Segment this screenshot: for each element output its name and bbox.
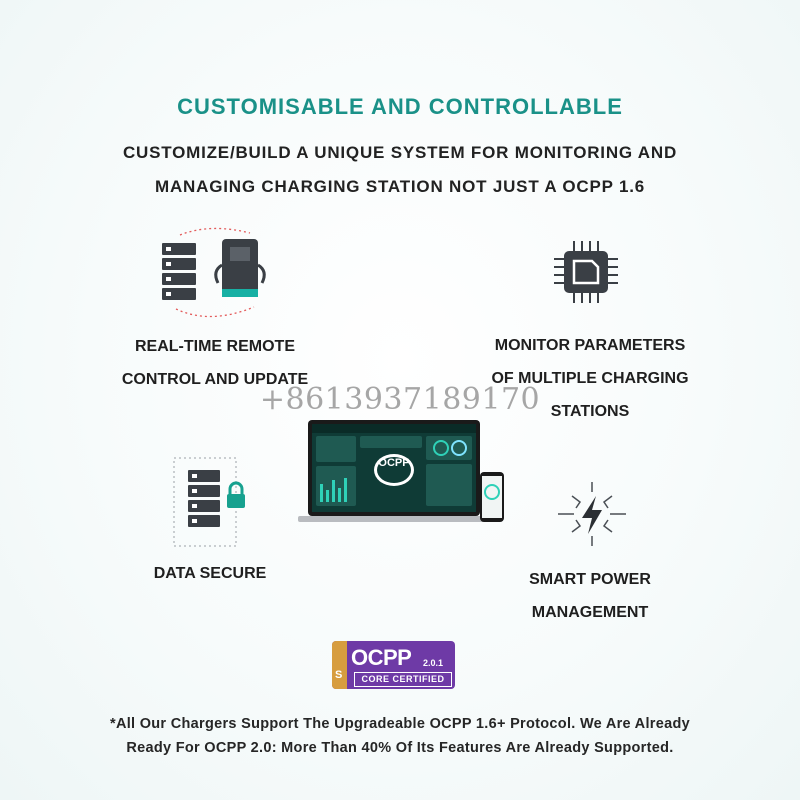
- footnote-line-2: Ready For OCPP 2.0: More Than 40% Of Its Features Are Already Supported.: [126, 740, 674, 756]
- badge-ocpp-logo: OCPP: [351, 645, 412, 670]
- laptop-dashboard-image: [296, 418, 514, 526]
- feature-power-line-1: SMART POWER: [529, 571, 651, 588]
- feature-remote-line-2: CONTROL AND UPDATE: [121, 371, 309, 388]
- feature-monitor-line-3: STATIONS: [550, 403, 630, 420]
- laptop-ocpp-logo: OCPP: [378, 457, 410, 469]
- chip-icon: [552, 237, 622, 307]
- badge-letter: S: [335, 669, 343, 681]
- server-charger-icon: [150, 225, 280, 323]
- lightning-icon: [552, 478, 632, 550]
- subtitle-line-2: MANAGING CHARGING STATION NOT JUST A OCPP 1.6: [155, 177, 645, 196]
- page-title: CUSTOMISABLE AND CONTROLLABLE: [177, 94, 623, 119]
- feature-secure-label: DATA SECURE: [153, 565, 267, 582]
- feature-power-line-2: MANAGEMENT: [531, 604, 649, 621]
- feature-power-label: [480, 563, 700, 629]
- feature-remote-line-1: REAL-TIME REMOTE: [135, 338, 295, 355]
- badge-core-certified: CORE CERTIFIED: [354, 672, 452, 687]
- watermark-phone-number: +8613937189170: [259, 382, 541, 417]
- secure-server-icon: [172, 456, 248, 548]
- badge-side-stripe: [332, 641, 347, 689]
- subtitle-line-1: CUSTOMIZE/BUILD A UNIQUE SYSTEM FOR MONITORING AND: [122, 143, 678, 162]
- feature-monitor-line-1: MONITOR PARAMETERS: [494, 337, 686, 354]
- ocpp-certified-badge: [332, 641, 455, 689]
- badge-version: 2.0.1: [423, 658, 444, 668]
- feature-monitor-line-2: OF MULTIPLE CHARGING: [491, 370, 689, 387]
- footnote-line-1: *All Our Chargers Support The Upgradeable OCPP 1.6+ Protocol. We Are Already: [110, 716, 690, 732]
